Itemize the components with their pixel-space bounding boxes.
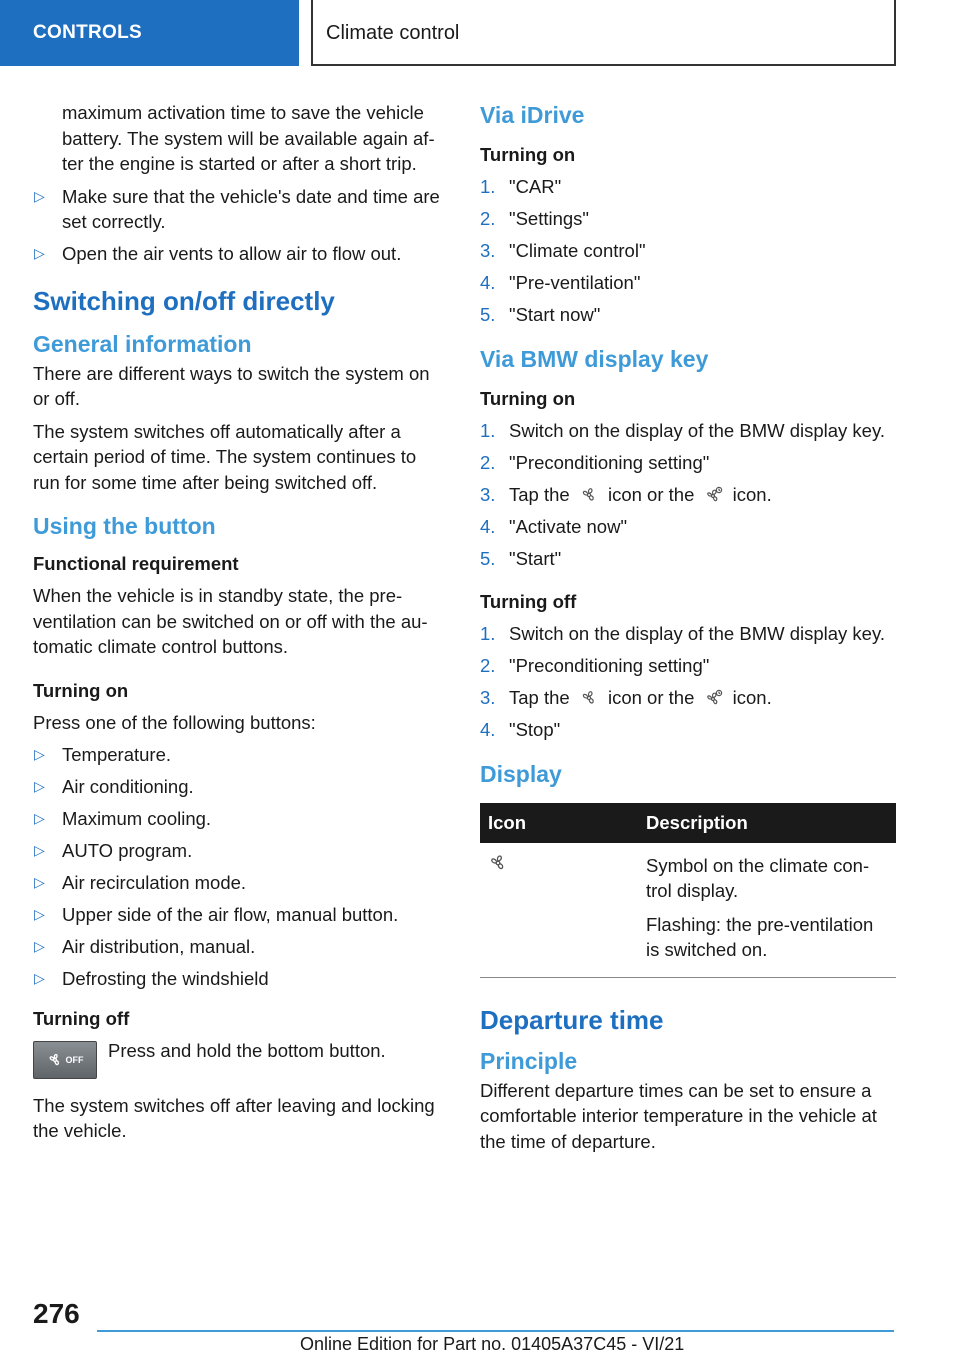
closing-paragraph: The system switches off after leaving and locking the vehicle.: [33, 1094, 435, 1141]
heading-idrive-turning-on: Turning on: [480, 144, 576, 165]
general-paragraph-2: The system switches off automatically after a certain period of time. The system continues to run for some time after being switched off.: [33, 420, 417, 493]
list-item: ▷ Air conditioning.: [33, 774, 447, 800]
list-item: 4. "Pre-ventilation": [480, 272, 641, 293]
list-item: 5. "Start": [480, 547, 562, 569]
bullet-triangle-icon: ▷: [34, 842, 45, 858]
fan-icon: [580, 486, 598, 504]
fan-icon: [580, 689, 598, 707]
table-header-row: [480, 803, 896, 843]
key-on-steps: [480, 418, 896, 572]
bullet-triangle-icon: ▷: [34, 906, 45, 922]
off-label: OFF: [65, 1054, 84, 1065]
list-item: ▷ Air distribution, manual.: [33, 934, 447, 960]
heading-key-turning-on: Turning on: [480, 387, 576, 409]
description-line-1: Symbol on the climate control display.: [646, 854, 870, 901]
functional-paragraph: When the vehicle is in standby state, the preventilation can be switched on or off with the automatic climate control buttons.: [33, 585, 428, 657]
list-item: 3. Tap the icon or the icon.: [480, 687, 772, 708]
heading-turning-on: Turning on: [33, 679, 129, 701]
section-tab: CONTROLS: [0, 0, 299, 66]
list-item: ▷ AUTO program.: [33, 838, 447, 864]
list-item: ▷ Upper side of the air flow, manual button.: [33, 902, 447, 928]
list-item: 1. Switch on the display of the BMW display key.: [480, 623, 885, 644]
general-paragraph-1: There are different ways to switch the system on or off.: [33, 362, 430, 409]
list-item: 2. "Preconditioning setting": [480, 451, 710, 473]
bullet-triangle-icon: ▷: [34, 746, 45, 762]
heading-key-turning-off: Turning off: [480, 591, 577, 612]
column-header-description: Description: [638, 803, 896, 843]
chapter-title: Climate control: [311, 0, 896, 66]
fan-icon: [488, 853, 508, 873]
page-header: [0, 0, 960, 66]
heading-functional-requirement: Functional requirement: [33, 553, 239, 574]
heading-via-display-key: Via BMW display key: [480, 345, 709, 372]
bullet-triangle-icon: ▷: [34, 970, 45, 986]
heading-general-information: General information: [33, 330, 252, 357]
footer-divider: [97, 1330, 894, 1332]
table-cell-description: [638, 843, 896, 978]
heading-principle: Principle: [480, 1047, 578, 1074]
heading-switching: Switching on/off directly: [33, 285, 335, 316]
bullet-triangle-icon: ▷: [34, 938, 45, 954]
turning-on-paragraph: Press one of the following buttons:: [33, 711, 316, 733]
description-line-2: Flashing: the pre-ventilation is switched on.: [646, 913, 874, 960]
bullet-triangle-icon: ▷: [34, 187, 45, 204]
fan-timer-icon: [705, 689, 723, 707]
list-item: 3. "Climate control": [480, 240, 646, 261]
heading-turning-off: Turning off: [33, 1007, 130, 1029]
edition-note: Online Edition for Part no. 01405A37C45 - VI/21: [300, 1334, 685, 1354]
list-item: ▷ Defrosting the windshield: [33, 966, 447, 992]
key-off-steps: [480, 621, 896, 743]
list-item: 2. "Preconditioning setting": [480, 655, 710, 676]
turning-off-paragraph: Press and hold the bottom button.: [108, 1039, 386, 1061]
list-item: ▷ Temperature.: [33, 742, 447, 768]
list-item: 3. Tap the icon or the icon.: [480, 483, 772, 505]
list-item: 1. Switch on the display of the BMW display key.: [480, 419, 885, 441]
list-item: ▷ Make sure that the vehicle's date and time are set correctly.: [34, 185, 440, 232]
idrive-steps: [480, 174, 896, 328]
intro-paragraph: maximum activation time to save the vehicle battery. The system will be available again after the engine is started or after a short trip.: [62, 102, 435, 174]
bullet-triangle-icon: ▷: [34, 778, 45, 794]
display-table: [480, 803, 896, 978]
principle-paragraph: Different departure times can be set to ensure a comfortable interior temperature in the vehicle at the time of departure.: [480, 1079, 877, 1152]
left-column: [33, 100, 447, 1151]
list-item: ▷ Open the air vents to allow air to flow out.: [33, 241, 447, 267]
list-item: 5. "Start now": [480, 304, 601, 325]
right-column: [480, 100, 896, 1161]
list-item: ▷ Air recirculation mode.: [33, 870, 447, 896]
page-number: 276: [33, 1298, 80, 1329]
bullet-triangle-icon: ▷: [34, 245, 45, 261]
column-header-icon: Icon: [480, 803, 638, 843]
fan-timer-icon: [705, 486, 723, 504]
list-item: 1. "CAR": [480, 176, 562, 197]
list-item: ▷ Maximum cooling.: [33, 806, 447, 832]
bullet-triangle-icon: ▷: [34, 810, 45, 826]
heading-using-button: Using the button: [33, 513, 216, 539]
table-cell-icon: [480, 843, 638, 978]
fan-icon: [47, 1053, 63, 1067]
heading-via-idrive: Via iDrive: [480, 102, 585, 128]
bullet-triangle-icon: ▷: [34, 874, 45, 890]
list-item: 4. "Stop": [480, 719, 561, 740]
buttons-bullet-list: [33, 742, 447, 992]
heading-departure-time: Departure time: [480, 1004, 664, 1035]
intro-bullet-list: [33, 184, 447, 267]
list-item: 4. "Activate now": [480, 515, 628, 537]
climate-off-button-icon: [33, 1041, 97, 1079]
table-row: [480, 843, 896, 978]
list-item: 2. "Settings": [480, 208, 589, 229]
heading-display: Display: [480, 760, 562, 787]
